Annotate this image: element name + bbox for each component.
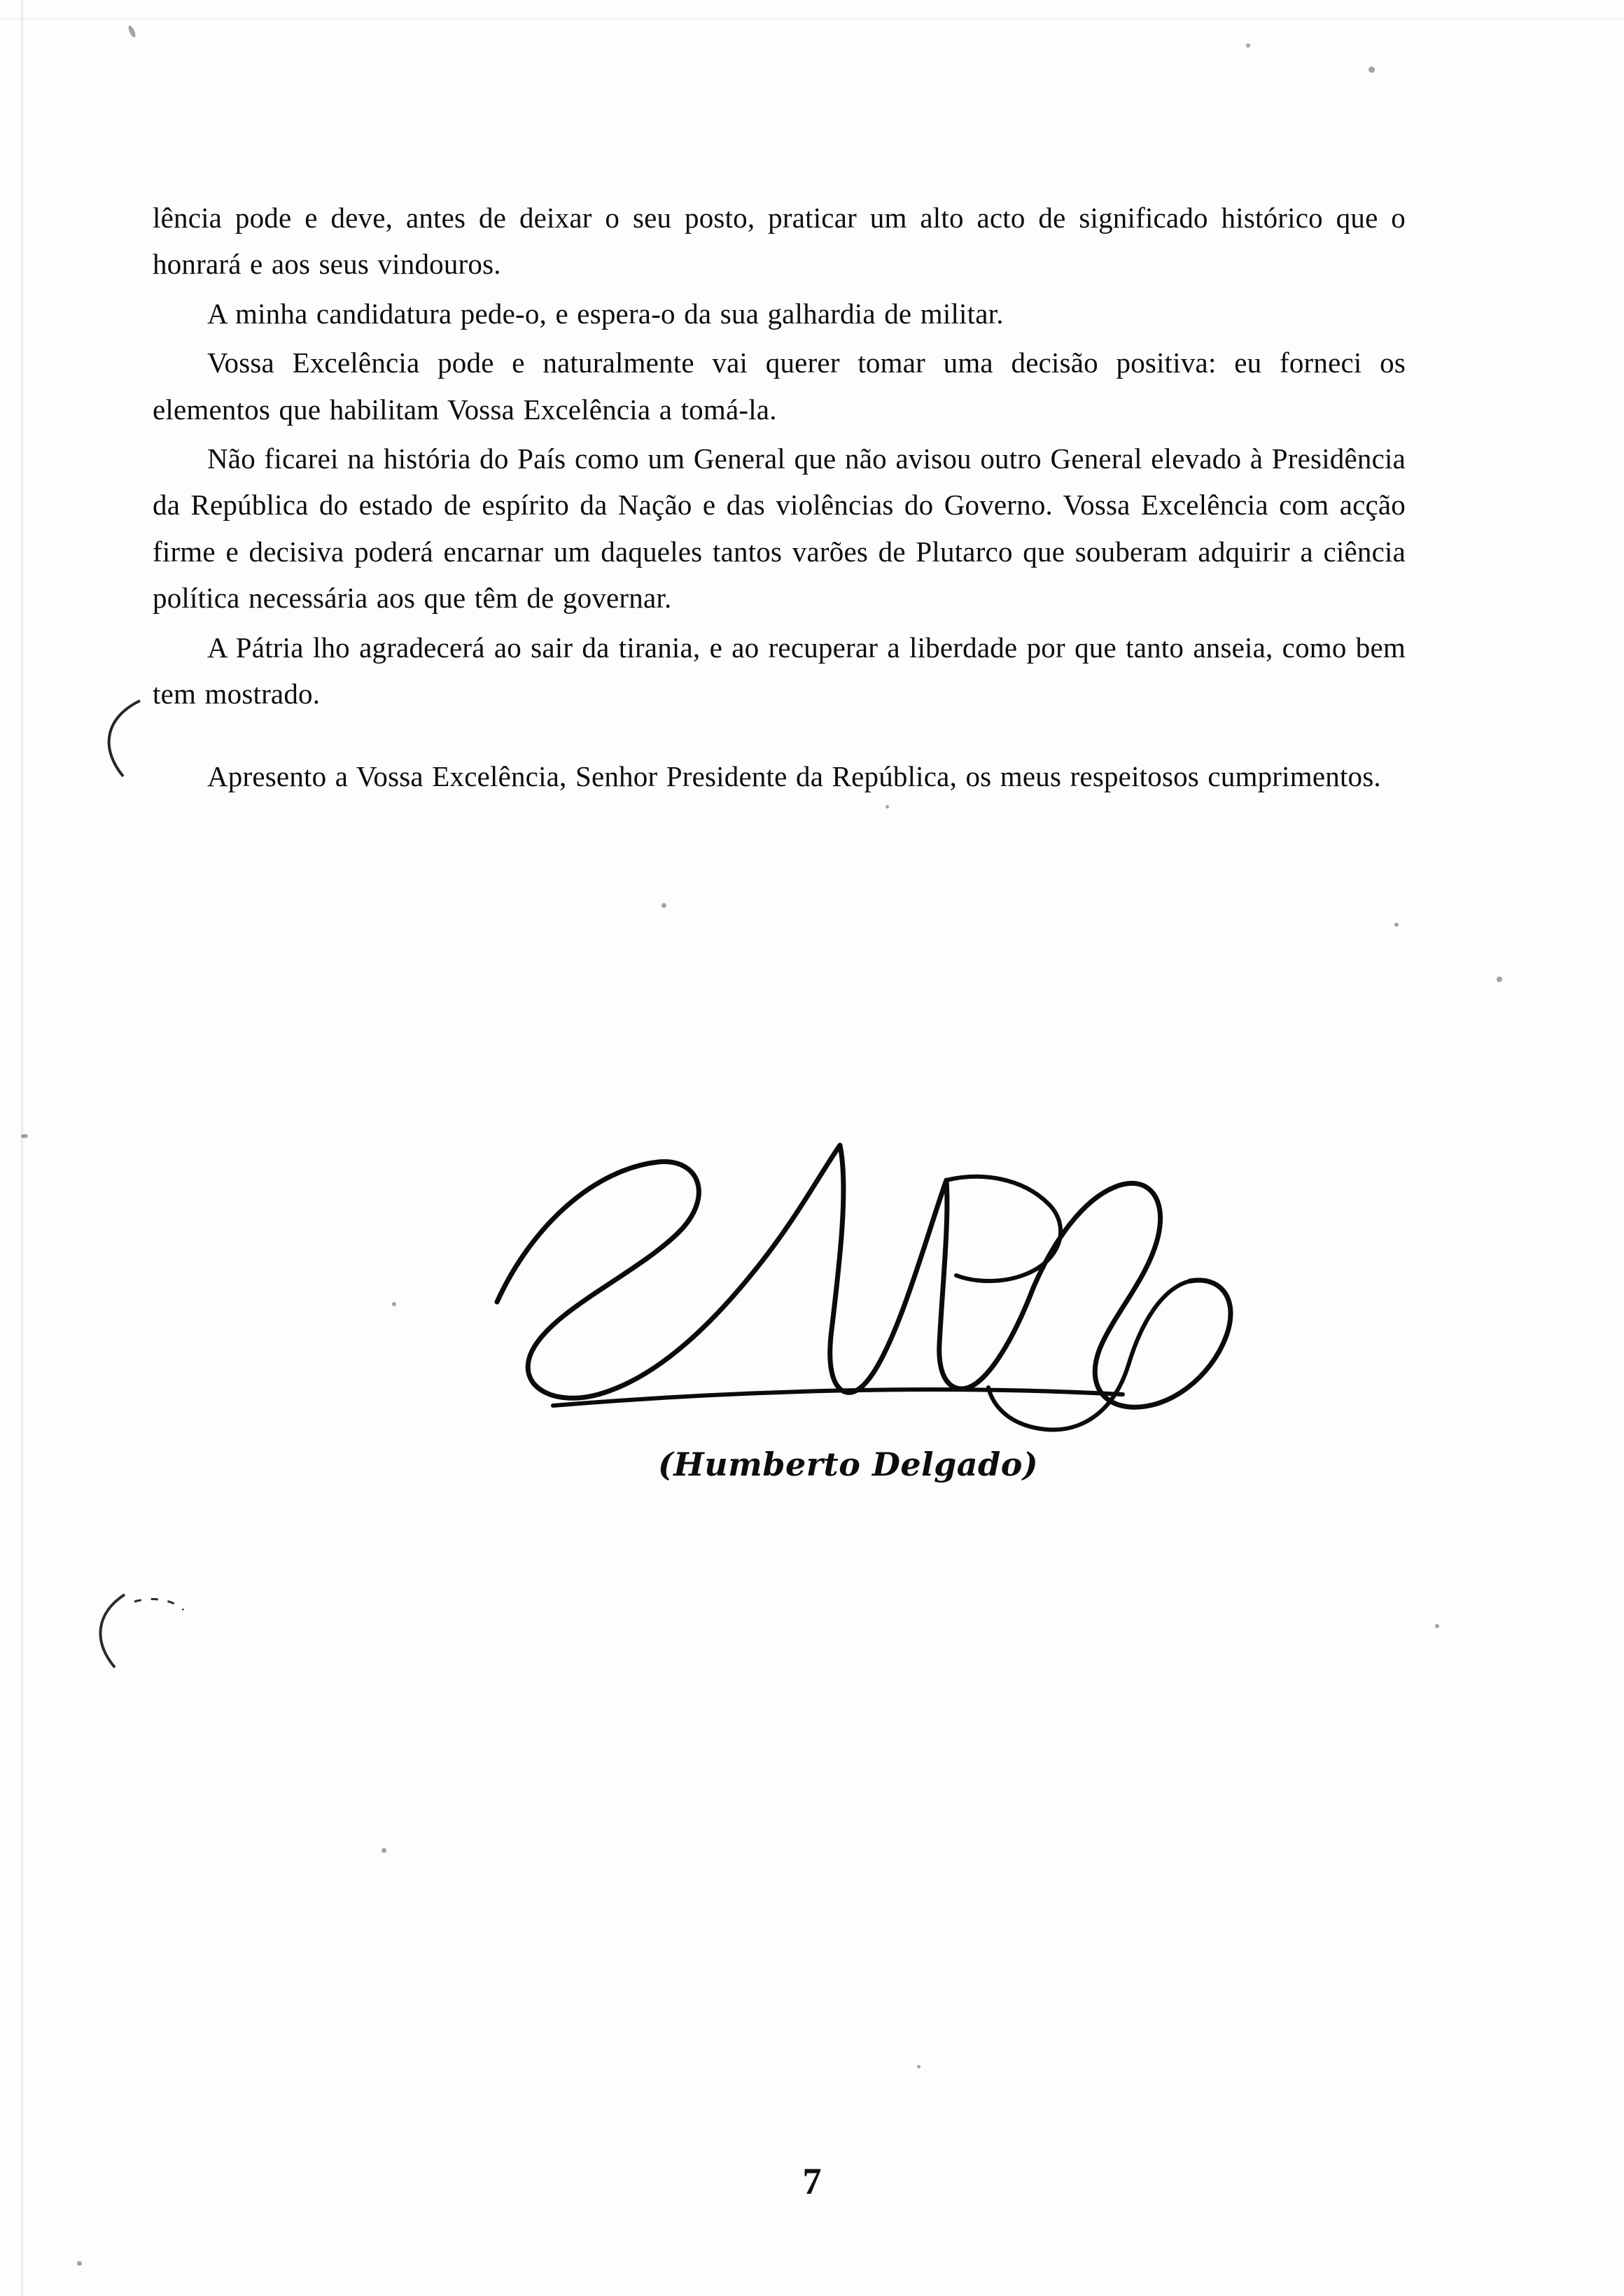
scan-edge-top: [0, 18, 1624, 20]
signature-name: (Humberto Delgado): [658, 1446, 1039, 1483]
scan-speck: [1246, 43, 1250, 48]
scan-speck: [662, 903, 666, 908]
scan-speck: [382, 1848, 386, 1853]
margin-pen-mark-lower: [84, 1589, 189, 1673]
paragraph-5: A Pátria lho agradecerá ao sair da tirania, e ao recuperar a liberdade por que tanto anseia, como bem tem mostrado.: [153, 631, 1406, 710]
scan-speck: [1394, 923, 1399, 927]
paragraph-3: Vossa Excelência pode e naturalmente vai querer tomar uma decisão positiva: eu forneci os elementos que habilitam Vossa Excelência a tomá-la.: [153, 346, 1406, 426]
scan-speck: [1497, 976, 1502, 982]
paragraph-2: A minha candidatura pede-o, e espera-o da sua galhardia de militar.: [207, 297, 1004, 330]
scan-edge-left: [21, 0, 23, 2296]
scan-speck: [1368, 66, 1375, 73]
paragraph-4: Não ficarei na história do País como um General que não avisou outro General elevado à Presidência da República do estado de espírito da Nação e das violências do Governo. Vossa Excelência com acção firme e decisiva poderá encarnar um daqueles tantos varões de Plutarco que souberam adquirir a ciência política necessária aos que têm de governar.: [153, 442, 1406, 615]
page-number: 7: [802, 2160, 822, 2202]
scan-speck: [392, 1302, 396, 1306]
scan-speck: [127, 24, 137, 38]
scan-speck: [917, 2065, 920, 2068]
scan-speck: [886, 805, 889, 808]
paragraph-6: Apresento a Vossa Excelência, Senhor Presidente da República, os meus respeitosos cumprimentos.: [207, 760, 1381, 793]
scan-speck: [1435, 1624, 1439, 1628]
handwritten-signature-icon: [448, 1120, 1358, 1449]
scan-speck: [21, 1134, 28, 1138]
paragraph-1: lência pode e deve, antes de deixar o seu posto, praticar um alto acto de significado histórico que o honrará e aos seus vindouros.: [153, 202, 1406, 281]
signature-block: [448, 1120, 1358, 1512]
letter-body: [153, 195, 1406, 800]
scan-speck: [77, 2261, 82, 2266]
margin-pen-mark-upper: [91, 696, 154, 780]
